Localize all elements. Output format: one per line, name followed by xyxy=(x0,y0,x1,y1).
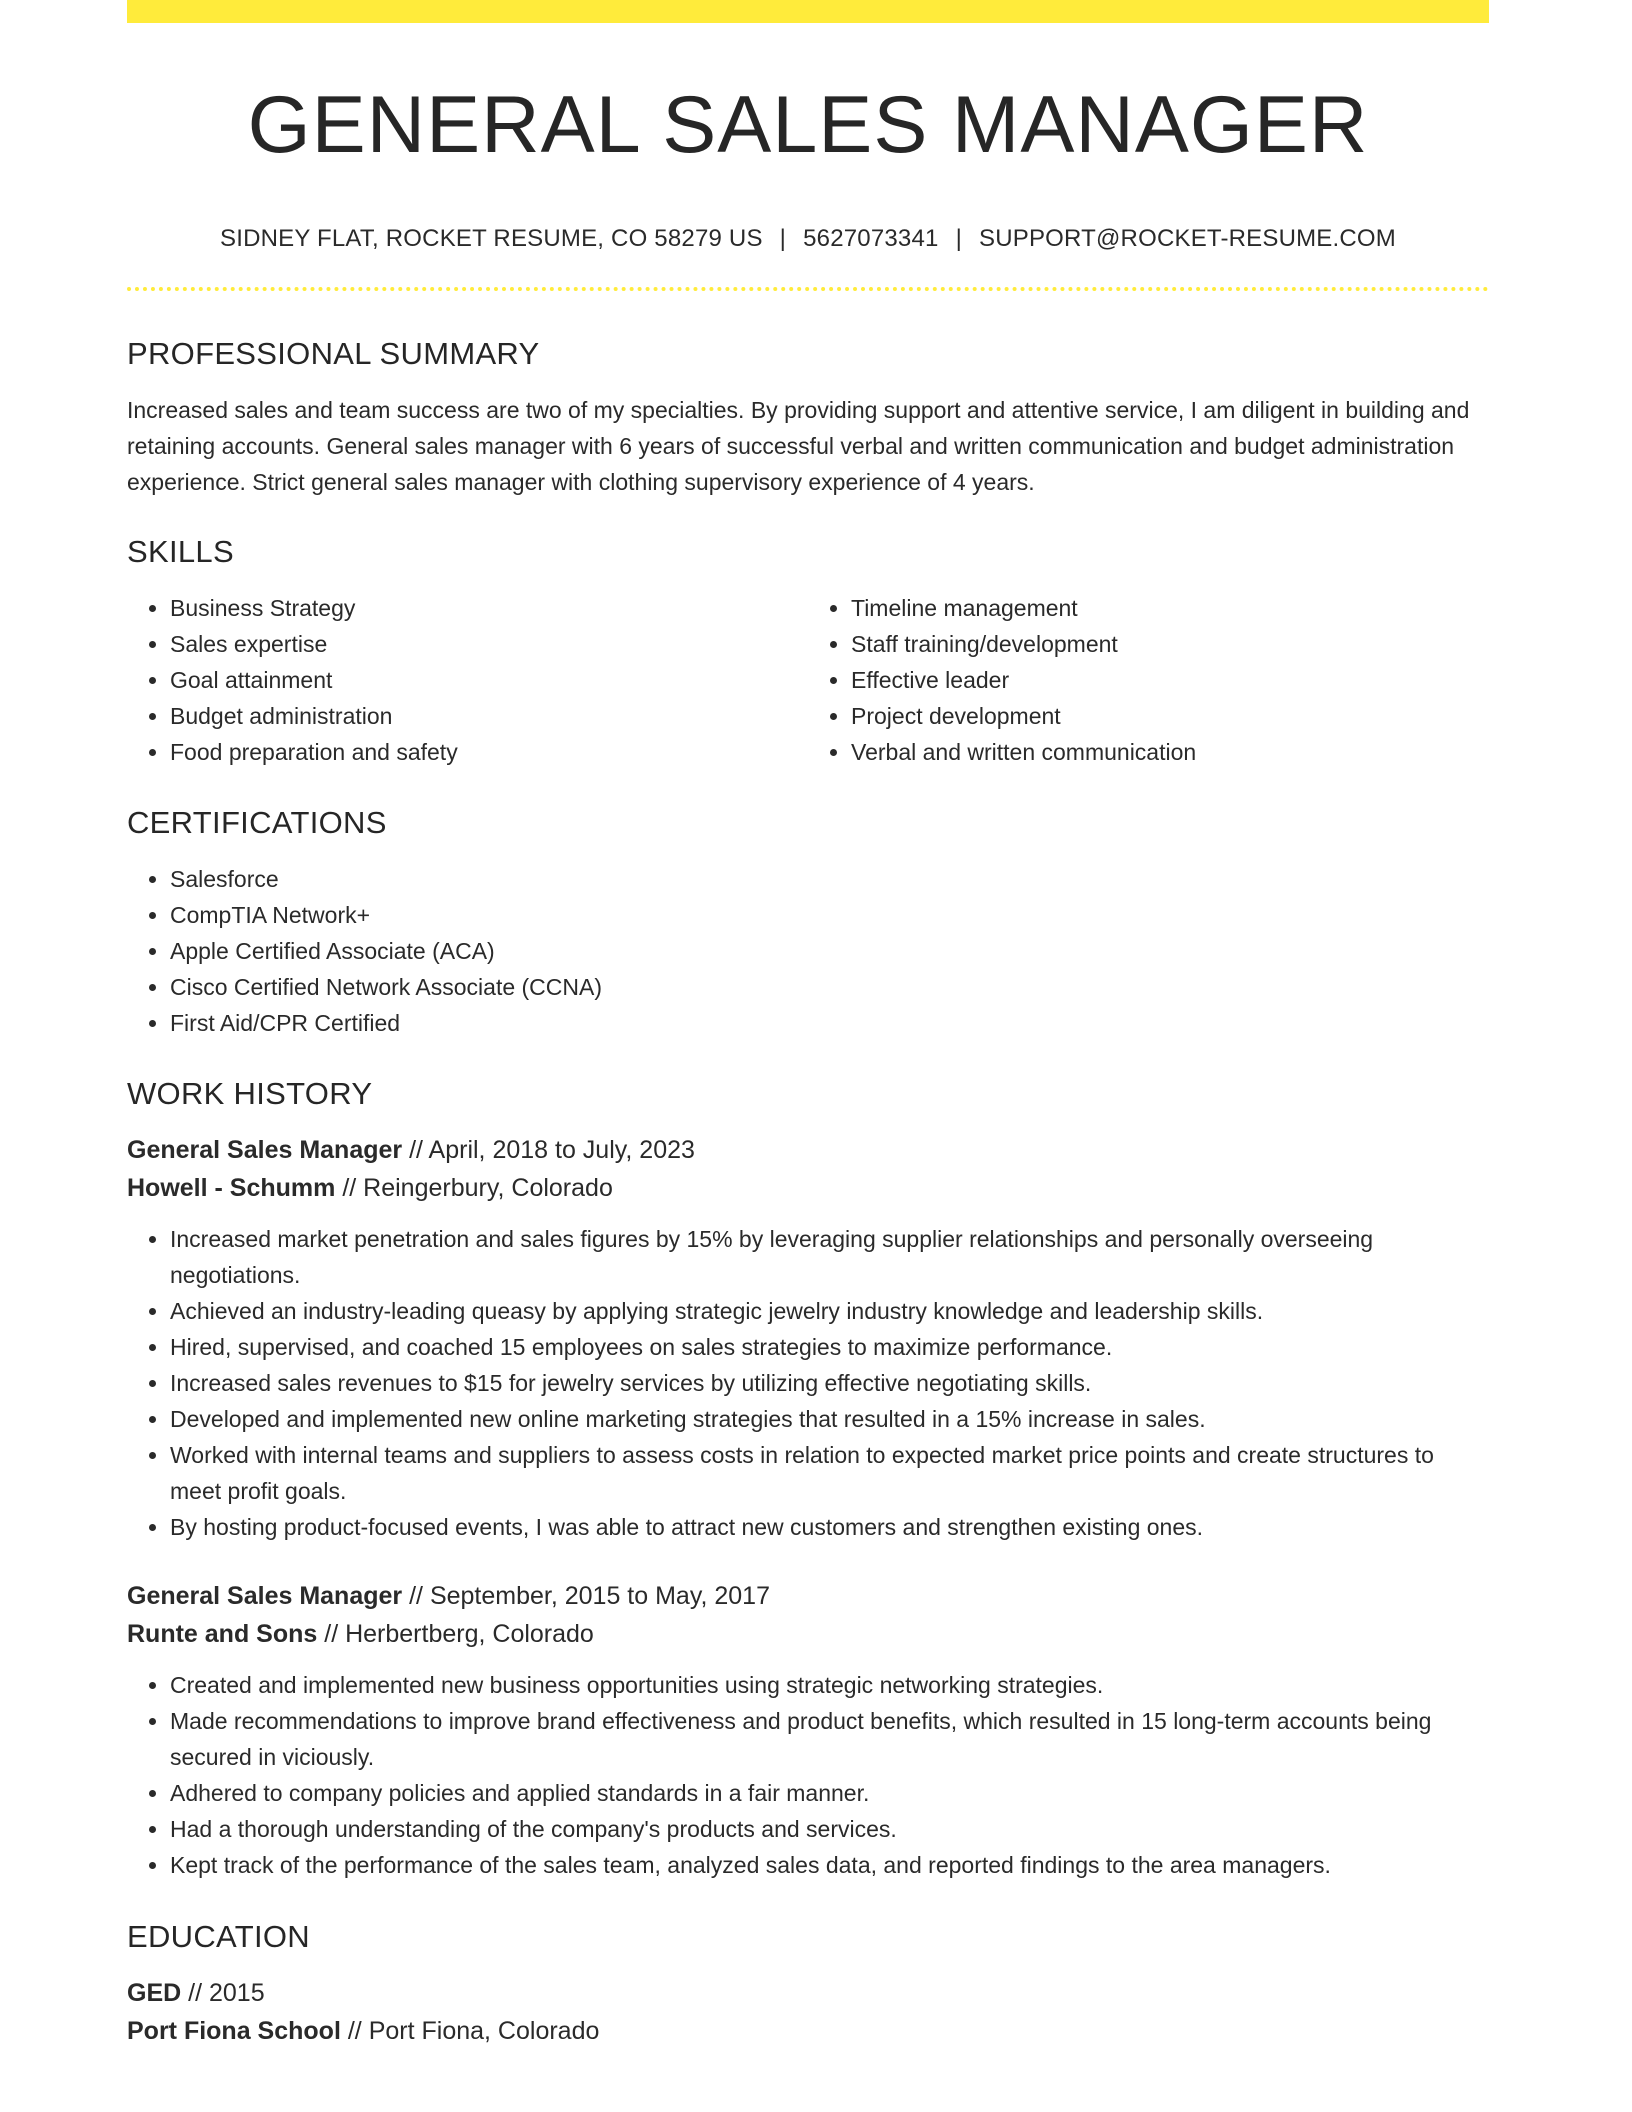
education-school-line xyxy=(127,2012,1489,2050)
contact-phone: 5627073341 xyxy=(803,225,939,252)
job-entry xyxy=(127,1131,1489,1545)
section-title-skills: SKILLS xyxy=(127,534,234,569)
top-accent-bar xyxy=(127,0,1489,23)
section-title-summary: PROFESSIONAL SUMMARY xyxy=(127,336,540,371)
dotted-divider xyxy=(127,287,1489,291)
job-role: General Sales Manager xyxy=(127,1136,403,1164)
job-bullet: • Increased market penetration and sales figures by 15% by leveraging supplier relationships and personally overseeing negotiations. xyxy=(170,1221,1489,1293)
resume-title: GENERAL SALES MANAGER xyxy=(247,80,1369,170)
certification-item: • Cisco Certified Network Associate (CCNA) xyxy=(170,969,1489,1005)
education-year: 2015 xyxy=(208,1979,265,2007)
skill-item: • Timeline management xyxy=(851,590,1489,626)
job-bullet: • By hosting product-focused events, I was able to attract new customers and strengthen existing ones. xyxy=(170,1509,1489,1545)
job-dates: April, 2018 to July, 2023 xyxy=(428,1136,695,1164)
section-title-certifications: CERTIFICATIONS xyxy=(127,805,387,840)
skill-item: • Project development xyxy=(851,698,1489,734)
job-separator: // xyxy=(402,1582,430,1610)
skills-list-right xyxy=(808,590,1489,770)
skill-item: • Sales expertise xyxy=(170,626,808,662)
education-entry xyxy=(127,1974,1489,2050)
education-separator: // xyxy=(340,2017,369,2045)
job-company: Howell - Schumm xyxy=(127,1174,336,1202)
job-separator: // xyxy=(402,1136,429,1164)
skills-columns xyxy=(127,590,1489,770)
job-company-line xyxy=(127,1169,1489,1207)
job-location: Herbertberg, Colorado xyxy=(345,1620,594,1648)
job-bullet: • Worked with internal teams and suppliers to assess costs in relation to expected market price points and create structures to meet profit goals. xyxy=(170,1437,1489,1509)
education-school: Port Fiona School xyxy=(127,2017,341,2045)
job-bullet: • Developed and implemented new online marketing strategies that resulted in a 15% increase in sales. xyxy=(170,1401,1489,1437)
skills-list-left xyxy=(127,590,808,770)
resume-page xyxy=(127,0,1489,2050)
job-dates: September, 2015 to May, 2017 xyxy=(429,1582,770,1610)
job-bullet: • Achieved an industry-leading queasy by applying strategic jewelry industry knowledge and leadership skills. xyxy=(170,1293,1489,1329)
skill-item: • Verbal and written communication xyxy=(851,734,1489,770)
job-bullet: • Kept track of the performance of the sales team, analyzed sales data, and reported findings to the area managers. xyxy=(170,1847,1489,1883)
education-degree-line xyxy=(127,1974,1489,2012)
job-header xyxy=(127,1577,1489,1615)
contact-email: SUPPORT@ROCKET-RESUME.COM xyxy=(979,225,1396,252)
certification-item: • Salesforce xyxy=(170,861,1489,897)
job-bullet: • Adhered to company policies and applied standards in a fair manner. xyxy=(170,1775,1489,1811)
education-degree: GED xyxy=(127,1979,182,2007)
job-entry xyxy=(127,1577,1489,1883)
skill-item: • Effective leader xyxy=(851,662,1489,698)
certification-item: • Apple Certified Associate (ACA) xyxy=(170,933,1489,969)
job-location: Reingerbury, Colorado xyxy=(363,1174,613,1202)
skill-item: • Goal attainment xyxy=(170,662,808,698)
certifications-list xyxy=(127,861,1489,1041)
job-separator: // xyxy=(317,1620,346,1648)
skill-item: • Staff training/development xyxy=(851,626,1489,662)
job-company-line xyxy=(127,1615,1489,1653)
education-location: Port Fiona, Colorado xyxy=(368,2017,600,2045)
job-bullet: • Had a thorough understanding of the company's products and services. xyxy=(170,1811,1489,1847)
job-bullet: • Hired, supervised, and coached 15 employees on sales strategies to maximize performance. xyxy=(170,1329,1489,1365)
job-company: Runte and Sons xyxy=(127,1620,318,1648)
section-title-work-history: WORK HISTORY xyxy=(127,1076,373,1111)
section-title-education: EDUCATION xyxy=(127,1919,310,1954)
contact-separator: | xyxy=(779,225,787,252)
job-separator: // xyxy=(335,1174,364,1202)
skill-item: • Budget administration xyxy=(170,698,808,734)
job-bullets xyxy=(127,1667,1489,1883)
job-bullets xyxy=(127,1221,1489,1545)
skill-item: • Business Strategy xyxy=(170,590,808,626)
skill-item: • Food preparation and safety xyxy=(170,734,808,770)
job-bullet: • Increased sales revenues to $15 for jewelry services by utilizing effective negotiating skills. xyxy=(170,1365,1489,1401)
contact-address: SIDNEY FLAT, ROCKET RESUME, CO 58279 US xyxy=(220,225,763,252)
job-bullet: • Created and implemented new business opportunities using strategic networking strategies. xyxy=(170,1667,1489,1703)
contact-line xyxy=(127,227,1489,251)
certification-item: • First Aid/CPR Certified xyxy=(170,1005,1489,1041)
job-bullet: • Made recommendations to improve brand effectiveness and product benefits, which resulted in 15 long-term accounts being secured in viciously. xyxy=(170,1703,1489,1775)
job-header xyxy=(127,1131,1489,1169)
education-separator: // xyxy=(181,1979,209,2007)
certification-item: • CompTIA Network+ xyxy=(170,897,1489,933)
job-role: General Sales Manager xyxy=(127,1582,403,1610)
summary-text: Increased sales and team success are two of my specialties. By providing support and attentive service, I am diligent in building and retaining accounts. General sales manager with 6 years of successful verbal and written communication and budget administration experience. Strict general sales manager with clothing supervisory experience of 4 years. xyxy=(127,397,1470,495)
contact-separator: | xyxy=(955,225,963,252)
